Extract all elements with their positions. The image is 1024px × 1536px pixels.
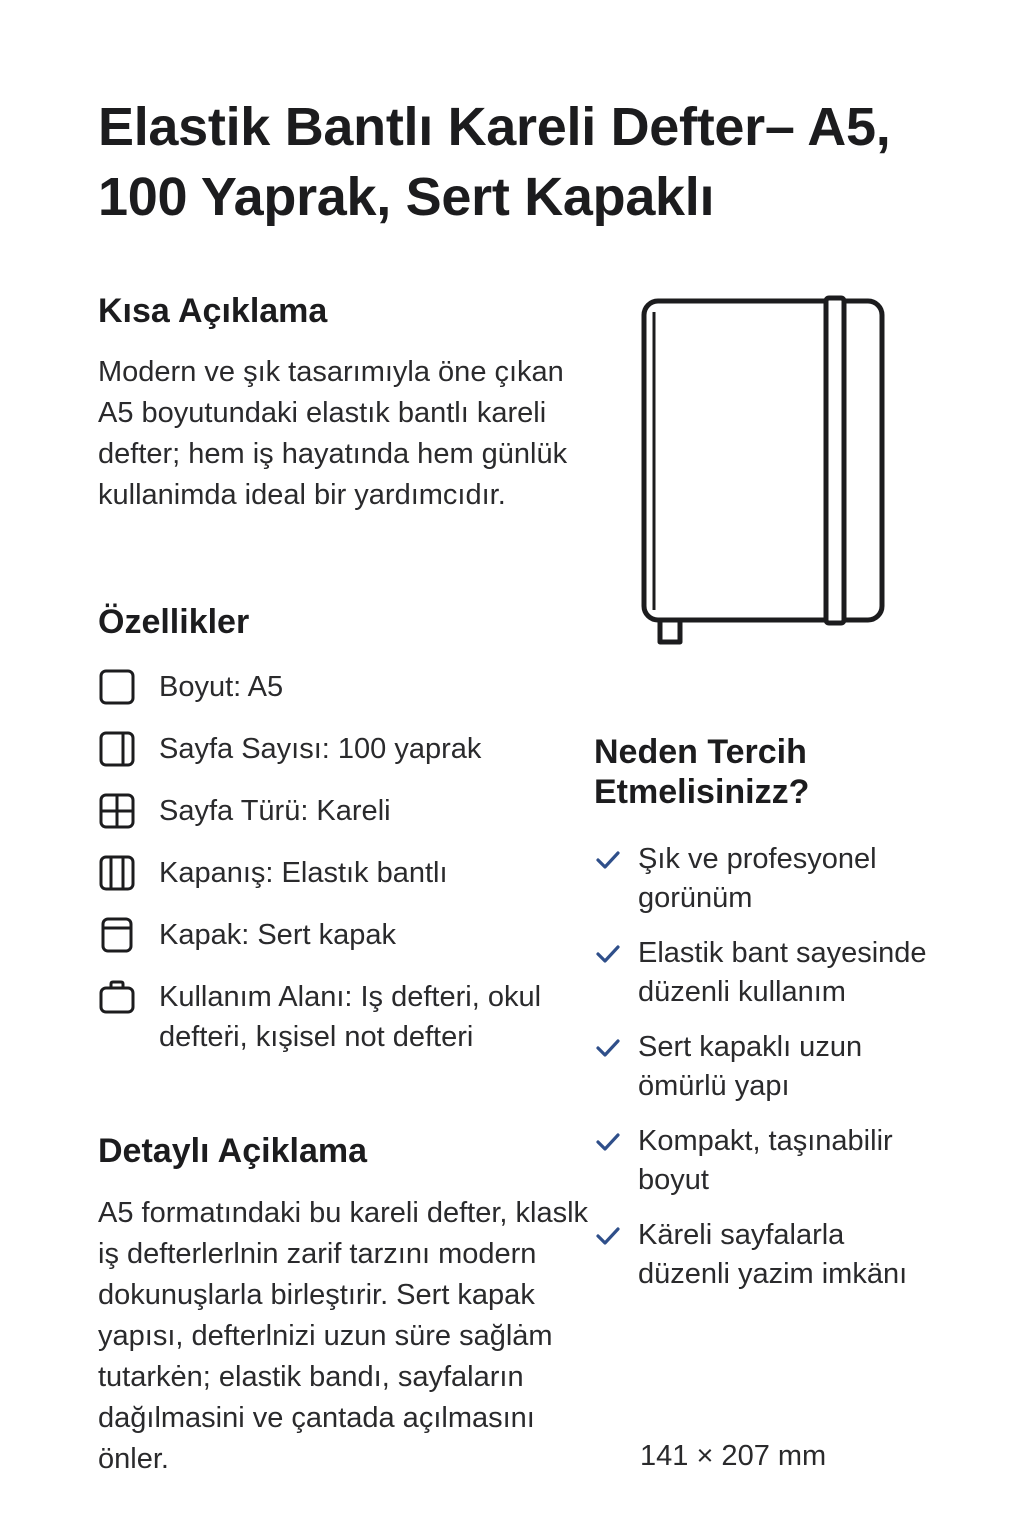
short-description-text: Modern ve şık tasarımıyla öne çıkan A5 boyutundaki elastık bantlı kareli defter; hem iş hayatında hem günlük kullanimda ideal bir yardımcıdır. [98,356,568,511]
short-description-heading: Kısa Açıklama [98,292,328,330]
check-icon [594,940,622,968]
check-icon [594,846,622,874]
feature-label: Kullanım Alanı: Iş defteri, okul defteṙi, kışisel not defteri [159,981,542,1053]
cover-icon [98,916,136,954]
notebook-icon [638,292,890,648]
notebook-illustration [638,292,890,648]
detailed-description-text: A5 formatındaki bu kareli defter, klaslk iş defterlerlnin zarif tarzını modern dokunuşlarla birleştırir. Sert kapak yapısı, defterlnizi uzun süre sağlȧm tutarkėn; elastik bandı, sayfaların dağılmasini ve çantada açılmasını önler. [98,1197,589,1475]
feature-label: Kapak: Sert kapak [159,919,396,951]
page-title: Elastik Bantlı Kareli Defter– A5, 100 Yaprak, Sert Kapaklı [98,97,891,227]
benefit-label: Elastik bant sayesinde düzenli kullanım [638,937,927,1008]
page-icon [98,730,136,768]
feature-item [98,915,558,955]
feature-label: Kapanış: Elastık bantlı [159,857,448,889]
benefit-item [594,840,954,918]
benefit-item [594,1122,954,1200]
square-icon [98,668,136,706]
feature-label: Sayfa Türü: Kareli [159,795,391,827]
grid-icon [98,792,136,830]
benefit-label: Kompakt, taşınabilir boyut [638,1125,893,1196]
check-icon [594,1128,622,1156]
feature-item [98,853,558,893]
feature-item [98,729,558,769]
features-list [98,667,558,1079]
check-icon [594,1222,622,1250]
benefit-label: Şık ve profesyonel gorünüm [638,843,877,914]
feature-item [98,977,558,1057]
benefit-label: Käreli sayfalarla düzenli yazim imkänı [638,1219,908,1290]
feature-item [98,791,558,831]
feature-label: Sayfa Sayısı: 100 yaprak [159,733,482,765]
detailed-description-heading: Detaylı Açiklama [98,1132,367,1170]
benefit-item [594,934,954,1012]
benefits-list [594,840,954,1310]
dimensions-label: 141 × 207 mm [640,1440,827,1472]
check-icon [594,1034,622,1062]
benefit-item [594,1028,954,1106]
why-choose-heading: Neden Tercih Etmelisinizz? [594,733,810,811]
columns-icon [98,854,136,892]
feature-item [98,667,558,707]
benefit-label: Sert kapaklı uzun ömürlü yapı [638,1031,863,1102]
features-heading: Özellikler [98,603,250,641]
feature-label: Boyut: A5 [159,671,284,703]
benefit-item [594,1216,954,1294]
briefcase-icon [98,978,136,1016]
